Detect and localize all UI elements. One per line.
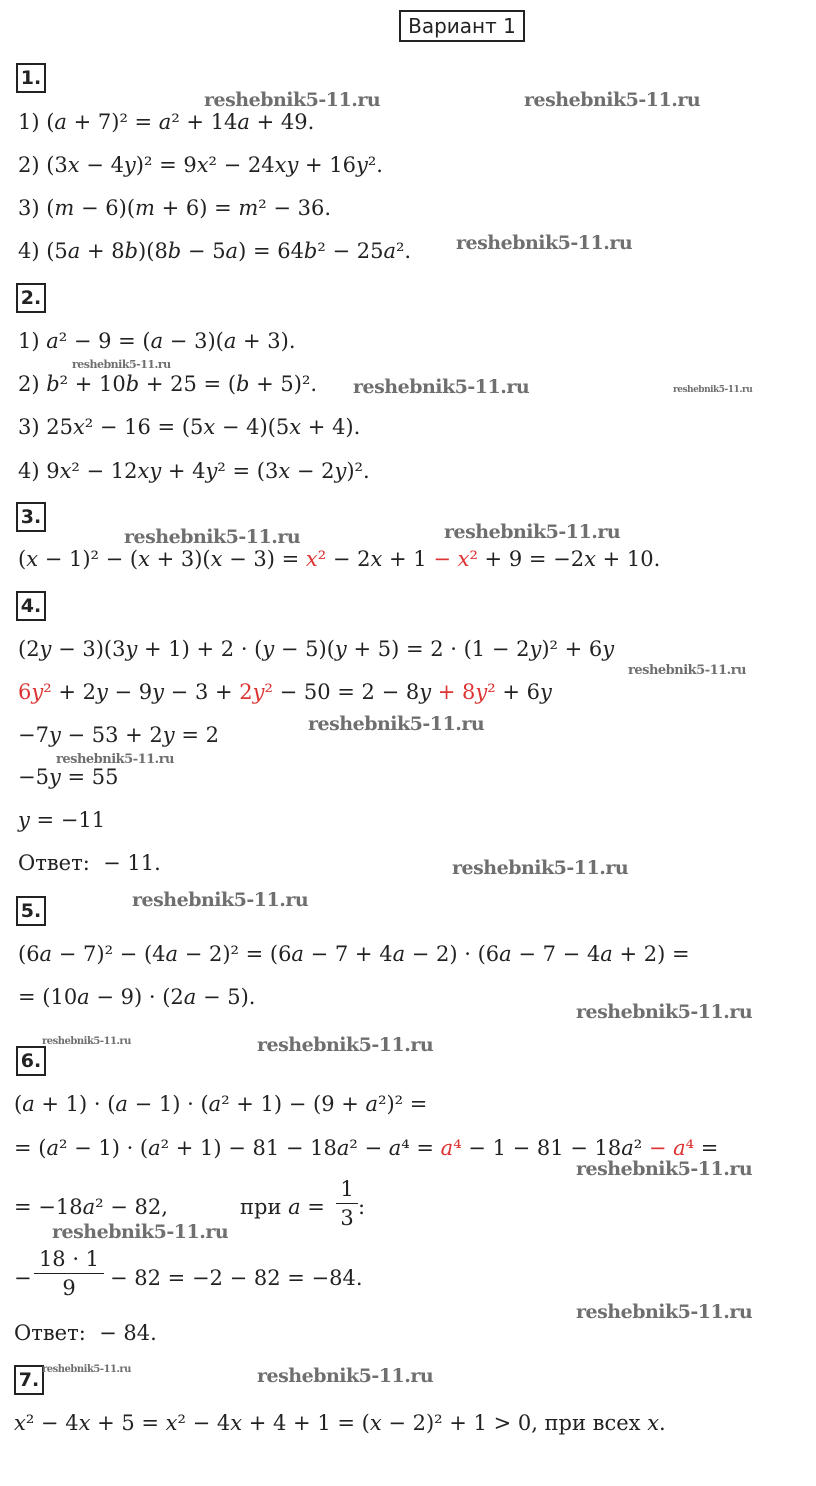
task-6-line-1: (𝑎 + 1) · (𝑎 − 1) · (𝑎² + 1) − (9 + 𝑎²)² =: [14, 1092, 428, 1116]
task-4-answer: Ответ: − 11.: [18, 851, 161, 875]
variant-title: Вариант 1: [399, 10, 525, 42]
task-6-fraction-18: [34, 1247, 104, 1300]
watermark: reshebnik5-11.ru: [673, 385, 753, 395]
task-4-line-3: −7𝑦 − 53 + 2𝑦 = 2: [18, 723, 219, 747]
watermark: reshebnik5-11.ru: [52, 1221, 229, 1243]
task-2-number: 2.: [16, 283, 46, 313]
watermark: reshebnik5-11.ru: [132, 889, 309, 911]
watermark: reshebnik5-11.ru: [72, 358, 171, 371]
task-6-condition: при 𝑎 =: [240, 1195, 325, 1219]
fraction-bar: [34, 1273, 104, 1274]
watermark: reshebnik5-11.ru: [524, 89, 701, 111]
watermark: reshebnik5-11.ru: [452, 857, 629, 879]
task-7-line-1: 𝑥² − 4𝑥 + 5 = 𝑥² − 4𝑥 + 4 + 1 = (𝑥 − 2)² + 1 > 0, при всех 𝑥.: [14, 1411, 666, 1435]
task-4-line-4: −5𝑦 = 55: [18, 765, 119, 789]
watermark: reshebnik5-11.ru: [124, 526, 301, 548]
fraction-numerator: 18 · 1: [38, 1247, 100, 1271]
task-1-line-2: 2) (3𝑥 − 4𝑦)² = 9𝑥² − 24𝑥𝑦 + 16𝑦².: [18, 153, 383, 177]
watermark: reshebnik5-11.ru: [576, 1301, 753, 1323]
watermark: reshebnik5-11.ru: [456, 232, 633, 254]
task-5-line-1: (6𝑎 − 7)² − (4𝑎 − 2)² = (6𝑎 − 7 + 4𝑎 − 2) · (6𝑎 − 7 − 4𝑎 + 2) =: [18, 942, 690, 966]
fraction-numerator: 1: [340, 1177, 354, 1201]
task-6-line-4-sign: −: [14, 1266, 32, 1290]
watermark: reshebnik5-11.ru: [628, 663, 747, 678]
task-2-line-2: 2) 𝑏² + 10𝑏 + 25 = (𝑏 + 5)².: [18, 372, 318, 396]
task-6-answer: Ответ: − 84.: [14, 1321, 157, 1345]
task-4-line-1: (2𝑦 − 3)(3𝑦 + 1) + 2 · (𝑦 − 5)(𝑦 + 5) = 2 · (1 − 2𝑦)² + 6𝑦: [18, 637, 615, 661]
task-5-line-2: = (10𝑎 − 9) · (2𝑎 − 5).: [18, 985, 256, 1009]
task-5-number: 5.: [16, 896, 46, 926]
task-2-line-1: 1) 𝑎² − 9 = (𝑎 − 3)(𝑎 + 3).: [18, 329, 296, 353]
watermark: reshebnik5-11.ru: [576, 1158, 753, 1180]
task-6-number: 6.: [16, 1046, 46, 1076]
task-6-colon: :: [358, 1195, 366, 1219]
watermark: reshebnik5-11.ru: [444, 521, 621, 543]
task-1-line-1: 1) (𝑎 + 7)² = 𝑎² + 14𝑎 + 49.: [18, 110, 315, 134]
watermark: reshebnik5-11.ru: [257, 1034, 434, 1056]
watermark: reshebnik5-11.ru: [576, 1001, 753, 1023]
task-2-line-4: 4) 9𝑥² − 12𝑥𝑦 + 4𝑦² = (3𝑥 − 2𝑦)².: [18, 459, 370, 483]
watermark: reshebnik5-11.ru: [42, 1364, 131, 1375]
fraction-denominator: 3: [340, 1206, 354, 1230]
fraction-denominator: 9: [62, 1276, 76, 1300]
fraction-bar: [336, 1203, 358, 1204]
task-4-number: 4.: [16, 591, 46, 621]
task-2-line-3: 3) 25𝑥² − 16 = (5𝑥 − 4)(5𝑥 + 4).: [18, 415, 361, 439]
task-1-line-4: 4) (5𝑎 + 8𝑏)(8𝑏 − 5𝑎) = 64𝑏² − 25𝑎².: [18, 239, 412, 263]
watermark: reshebnik5-11.ru: [42, 1036, 131, 1047]
task-6-line-2: = (𝑎² − 1) · (𝑎² + 1) − 81 − 18𝑎² − 𝑎⁴ = 𝑎⁴ − 1 − 81 − 18𝑎² − 𝑎⁴ =: [14, 1136, 719, 1160]
task-4-line-5: 𝑦 = −11: [18, 808, 106, 832]
task-6-line-3: = −18𝑎² − 82,: [14, 1195, 168, 1219]
task-6-fraction-1-3: [336, 1177, 358, 1230]
task-1-number: 1.: [16, 63, 46, 93]
watermark: reshebnik5-11.ru: [353, 376, 530, 398]
task-1-line-3: 3) (𝑚 − 6)(𝑚 + 6) = 𝑚² − 36.: [18, 196, 332, 220]
task-6-line-4: − 82 = −2 − 82 = −84.: [110, 1266, 363, 1290]
watermark: reshebnik5-11.ru: [56, 752, 175, 767]
watermark: reshebnik5-11.ru: [257, 1365, 434, 1387]
watermark: reshebnik5-11.ru: [204, 89, 381, 111]
task-7-number: 7.: [14, 1365, 44, 1395]
task-4-line-2: 6𝑦² + 2𝑦 − 9𝑦 − 3 + 2𝑦² − 50 = 2 − 8𝑦 + 8𝑦² + 6𝑦: [18, 680, 552, 704]
watermark: reshebnik5-11.ru: [308, 713, 485, 735]
task-3-number: 3.: [16, 502, 46, 532]
task-3-line-1: (𝑥 − 1)² − (𝑥 + 3)(𝑥 − 3) = 𝑥² − 2𝑥 + 1 − 𝑥² + 9 = −2𝑥 + 10.: [18, 547, 661, 571]
